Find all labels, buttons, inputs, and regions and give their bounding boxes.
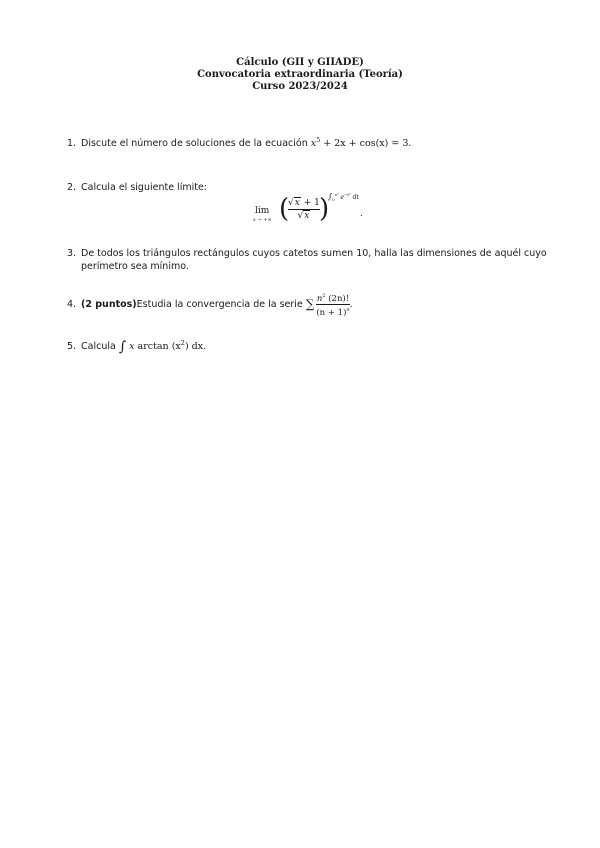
lim-subscript: x → +∞ [253, 217, 272, 223]
exam-session: Convocatoria extraordinaria (Teoría) [197, 69, 403, 80]
right-paren: ) [319, 194, 330, 224]
series-trail: . [349, 298, 353, 310]
problem-number: 4. [67, 298, 77, 310]
limit-expression [255, 192, 375, 232]
problem-text: Discute el número de soluciones de la ecuación [81, 138, 308, 149]
problem-5 [67, 340, 206, 354]
points-label: (2 puntos) [81, 298, 137, 310]
limit-fraction: √x + 1 √x [288, 198, 320, 221]
series-term: $\frac{n^2 (2n)!}{(n + 1)^n}$ [316, 292, 350, 318]
problem-number: 1. [67, 138, 77, 149]
problem-1 [67, 137, 411, 150]
problem-text: De todos los triángulos rectángulos cuyos catetos sumen 10, halla las dimensiones de aquél cuyo [81, 248, 547, 259]
limit-trail: . [360, 209, 363, 219]
problem-text: Calcula [81, 341, 116, 352]
problem-text: Calcula el siguiente límite: [81, 182, 208, 193]
sigma-symbol: ∑ [305, 296, 315, 311]
academic-year: Curso 2023/2024 [252, 81, 348, 92]
problem-2 [67, 181, 207, 194]
limit-exponent: $\int_0^{x^2}$ $e^{-t^2}$ dt [328, 192, 359, 203]
problem-number: 2. [67, 182, 77, 193]
equation: $x^5 + 2x + \cos(x) = 3$. [310, 136, 412, 149]
problem-3-continued [81, 260, 189, 273]
course-title: Cálculo (GII y GIIADE) [236, 57, 364, 68]
integral-expression: ∫ x $\arctan (x^2)$ dx. [118, 339, 207, 355]
left-paren: ( [279, 194, 290, 224]
problem-number: 3. [67, 248, 77, 259]
lim-operator: lim [255, 206, 270, 216]
problem-4 [67, 290, 353, 318]
problem-3 [67, 247, 547, 260]
problem-text: perímetro sea mínimo. [81, 261, 189, 272]
problem-number: 5. [67, 341, 77, 352]
exam-header [0, 57, 600, 93]
problem-text: Estudia la convergencia de la serie [136, 298, 303, 310]
